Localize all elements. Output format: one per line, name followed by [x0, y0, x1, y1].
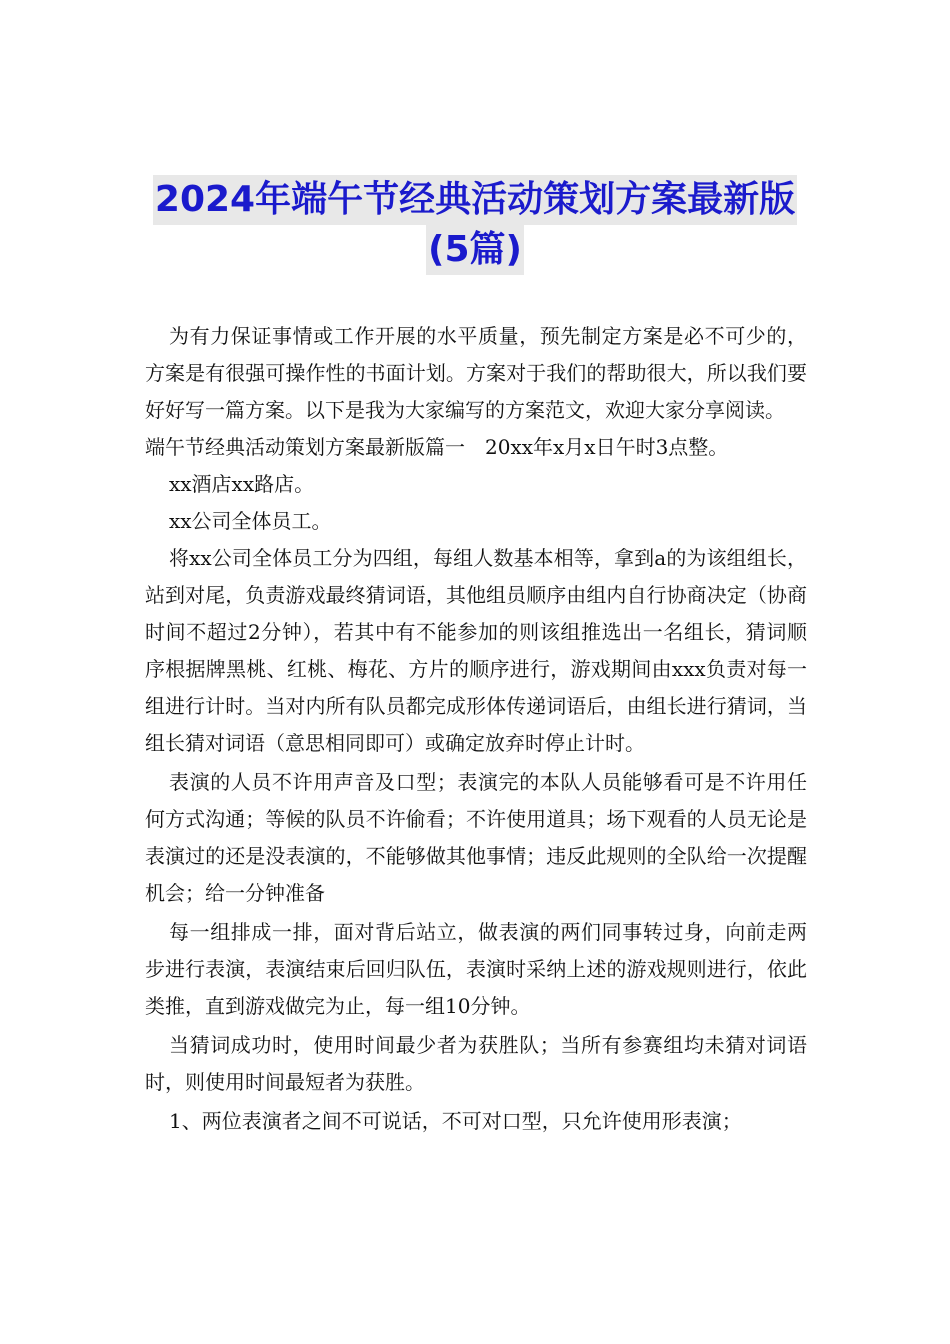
- venue-paragraph: xx酒店xx路店。: [169, 472, 315, 496]
- document-title: [0, 175, 950, 275]
- rules-paragraph: 表演的人员不许用声音及口型；表演完的本队人员能够看可是不许用任何方式沟通；等候的队员不许偷看；不许使用道具；场下观看的人员无论是表演过的还是没表演的，不能够做其他事情；违反此规则的全队给一次提醒机会；给一分钟准备: [145, 770, 807, 905]
- section-heading-paragraph: 端午节经典活动策划方案最新版篇一 20xx年x月x日午时3点整。: [145, 435, 729, 459]
- participants-paragraph: xx公司全体员工。: [169, 509, 332, 533]
- grouping-paragraph: 将xx公司全体员工分为四组，每组人数基本相等，拿到a的为该组组长，站到对尾，负责游戏最终猜词语，其他组员顺序由组内自行协商决定（协商时间不超过2分钟），若其中有不能参加的则该组推选出一名组长，猜词顺序根据牌黑桃、红桃、梅花、方片的顺序进行，游戏期间由xxx负责对每一组进行计时。当对内所有队员都完成形体传递词语后，由组长进行猜词，当组长猜对词语（意思相同即可）或确定放弃时停止计时。: [145, 546, 807, 755]
- title-line-1: 2024年端午节经典活动策划方案最新版: [153, 175, 797, 225]
- procedure-paragraph: 每一组排成一排，面对背后站立，做表演的两们同事转过身，向前走两步进行表演，表演结束后回归队伍，表演时采纳上述的游戏规则进行，依此类推，直到游戏做完为止，每一组10分钟。: [145, 920, 807, 1018]
- rule-item-1: 1、两位表演者之间不可说话，不可对口型，只允许使用形表演；: [169, 1109, 742, 1133]
- title-line-2: (5篇): [426, 225, 524, 275]
- winner-paragraph: 当猜词成功时，使用时间最少者为获胜队；当所有参赛组均未猜对词语时，则使用时间最短者为获胜。: [145, 1033, 807, 1094]
- intro-paragraph: 为有力保证事情或工作开展的水平质量，预先制定方案是必不可少的，方案是有很强可操作性的书面计划。方案对于我们的帮助很大，所以我们要好好写一篇方案。以下是我为大家编写的方案范文，欢迎大家分享阅读。: [145, 324, 807, 422]
- document-body: [145, 318, 807, 1140]
